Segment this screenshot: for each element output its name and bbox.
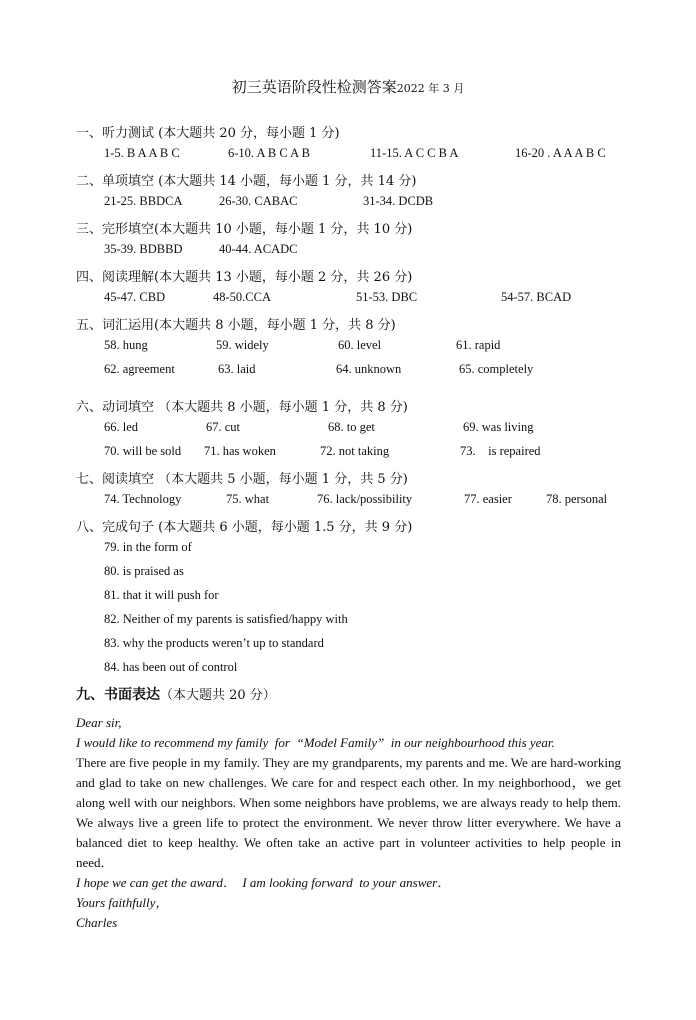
answer-45-47: 45-47. CBD	[104, 290, 166, 304]
letter-signature-name: Charles	[76, 915, 118, 930]
answer-60: 60. level	[338, 338, 382, 352]
section-9-heading	[76, 684, 276, 704]
answer-26-30: 26-30. CABAC	[219, 194, 298, 208]
answer-64: 64. unknown	[336, 362, 402, 376]
letter-body: There are five people in my family. They are my grandparents, my parents and me. We are hard-working and glad to take on new challenges. We care for and respect each other. In my neighborhood，we get along well with our neighbors. When some neighbors have problems, we are always ready to help them. We always live a green life to protect the environment. We never throw litter everywhere. We have a balanced diet to keep healthy. We often take an active part in volunteer activities to help people in need．	[76, 755, 621, 870]
section-4-heading: 四、阅读理解(本大题共 13 小题，每小题 2 分，共 26 分)	[76, 270, 413, 285]
title-date: 2022 年 3 月	[396, 82, 465, 95]
answer-54-57: 54-57. BCAD	[501, 290, 572, 304]
answer-67: 67. cut	[206, 420, 241, 434]
section-3-heading: 三、完形填空(本大题共 10 小题，每小题 1 分，共 10 分)	[76, 222, 413, 237]
section-9-points: （本大题共 20 分）	[160, 688, 276, 703]
section-5-heading: 五、词汇运用(本大题共 8 小题，每小题 1 分，共 8 分)	[76, 318, 396, 333]
letter-signoff: Yours faithfully，	[76, 895, 169, 910]
answer-63: 63. laid	[218, 362, 256, 376]
answer-21-25: 21-25. BBDCA	[104, 194, 183, 208]
letter-salutation: Dear sir,	[76, 715, 122, 730]
answer-40-44: 40-44. ACADC	[219, 242, 298, 256]
answer-31-34: 31-34. DCDB	[363, 194, 434, 208]
title-text: 初三英语阶段性检测答案	[231, 78, 397, 96]
letter-closing-line: I hope we can get the award． I am looking forward to your answer．	[76, 875, 451, 890]
answer-35-39: 35-39. BDBBD	[104, 242, 183, 256]
section-9-title: 九、书面表达	[76, 687, 160, 703]
answer-69: 69. was living	[463, 420, 534, 434]
answer-82: 82. Neither of my parents is satisfied/happy with	[104, 612, 348, 626]
answer-61: 61. rapid	[456, 338, 501, 352]
answer-74: 74. Technology	[104, 492, 182, 506]
answer-48-50: 48-50.CCA	[213, 290, 271, 304]
answer-6-10: 6-10. A B C A B	[228, 146, 310, 160]
essay-letter	[76, 713, 621, 933]
answer-71: 71. has woken	[204, 444, 276, 458]
answer-1-5: 1-5. B A A B C	[104, 146, 180, 160]
answer-58: 58. hung	[104, 338, 148, 352]
answer-81: 81. that it will push for	[104, 588, 219, 602]
answer-75: 75. what	[226, 492, 270, 506]
answer-84: 84. has been out of control	[104, 660, 238, 674]
answer-78: 78. personal	[546, 492, 608, 506]
document-title	[0, 76, 696, 97]
letter-intro: I would like to recommend my family for “Model Family” in our neighbourhood this year.	[76, 735, 555, 750]
answer-68: 68. to get	[328, 420, 375, 434]
answer-79: 79. in the form of	[104, 540, 192, 554]
answer-51-53: 51-53. DBC	[356, 290, 418, 304]
answer-76: 76. lack/possibility	[317, 492, 413, 506]
section-8-heading: 八、完成句子 (本大题共 6 小题，每小题 1.5 分，共 9 分)	[76, 520, 413, 535]
section-6-heading: 六、动词填空 （本大题共 8 小题，每小题 1 分，共 8 分)	[76, 400, 408, 415]
answer-72: 72. not taking	[320, 444, 390, 458]
answer-11-15: 11-15. A C C B A	[370, 146, 459, 160]
section-1-heading: 一、听力测试 (本大题共 20 分，每小题 1 分)	[76, 126, 340, 141]
answer-16-20: 16-20 . A A A B C	[515, 146, 606, 160]
answer-66: 66. led	[104, 420, 139, 434]
answer-70: 70. will be sold	[104, 444, 182, 458]
section-2-heading: 二、单项填空 (本大题共 14 小题，每小题 1 分，共 14 分)	[76, 174, 417, 189]
answer-80: 80. is praised as	[104, 564, 184, 578]
answer-83: 83. why the products weren’t up to standard	[104, 636, 324, 650]
answer-59: 59. widely	[216, 338, 269, 352]
section-7-heading: 七、阅读填空 （本大题共 5 小题，每小题 1 分，共 5 分)	[76, 472, 408, 487]
answer-77: 77. easier	[464, 492, 512, 506]
answer-65: 65. completely	[459, 362, 534, 376]
answer-73: 73. is repaired	[460, 444, 541, 458]
answer-62: 62. agreement	[104, 362, 175, 376]
